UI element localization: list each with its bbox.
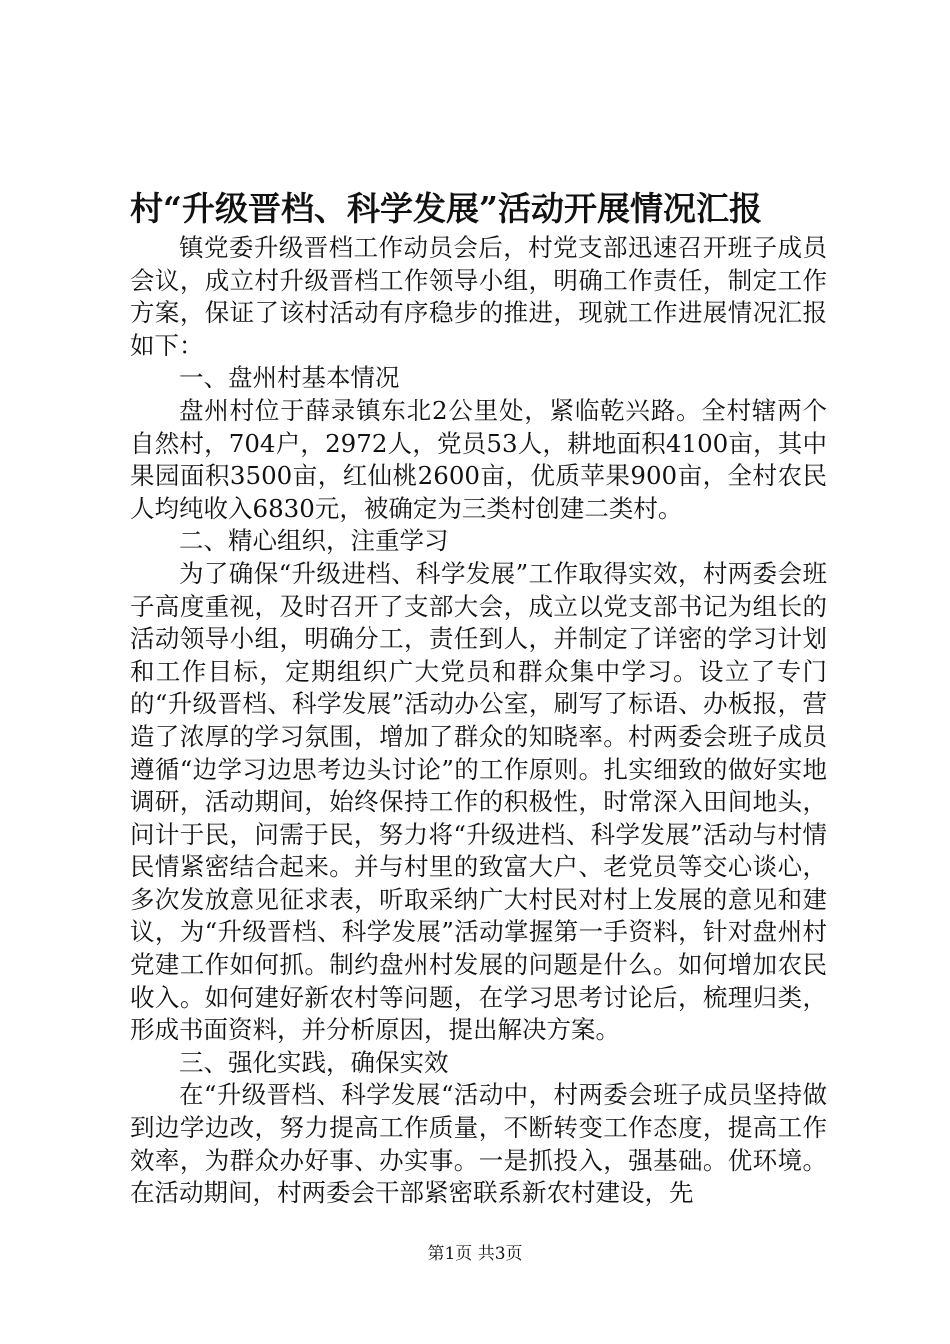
practice-paragraph: 在“升级晋档、科学发展“活动中，村两委会班子成员坚持做到边学边改，努力提高工作质量，不断转变工作态度，提高工作效率，为群众办好事、办实事。一是抓投入，强基础。优环境。在活动期间，村两委会干部紧密联系新农村建设，先: [130, 1080, 827, 1208]
intro-paragraph: 镇党委升级晋档工作动员会后，村党支部迅速召开班子成员会议，成立村升级晋档工作领导小组，明确工作责任，制定工作方案，保证了该村活动有序稳步的推进，现就工作进展情况汇报如下：: [130, 233, 827, 360]
page-footer: 第1页 共3页: [427, 1244, 523, 1264]
organization-paragraph: 为了确保“升级进档、科学发展”工作取得实效，村两委会班子高度重视，及时召开了支部大会，成立以党支部书记为组长的活动领导小组，明确分工，责任到人，并制定了详密的学习计划和工作目标，定期组织广大党员和群众集中学习。设立了专门的“升级晋档、科学发展”活动办公室，刷写了标语、办板报，营造了浓厚的学习氛围，增加了群众的知晓率。村两委会班子成员遵循“边学习边思考边头讨论”的工作原则。扎实细致的做好实地调研，活动期间，始终保持工作的积极性，时常深入田间地头，问计于民，问需于民，努力将“升级进档、科学发展”活动与村情民情紧密结合起来。并与村里的致富大户、老党员等交心谈心，多次发放意见征求表，听取采纳广大村民对村上发展的意见和建议，为“升级晋档、科学发展”活动掌握第一手资料，针对盘州村党建工作如何抓。制约盘州村发展的问题是什么。如何增加农民收入。如何建好新农村等问题，在学习思考讨论后，梳理归类，形成书面资料，并分析原因，提出解决方案。: [130, 558, 827, 1045]
section-heading-organization: 二、精心组织，注重学习: [179, 526, 449, 556]
section-heading-basic-situation: 一、盘州村基本情况: [179, 363, 400, 393]
section-heading-practice: 三、强化实践，确保实效: [179, 1047, 449, 1077]
basic-situation-paragraph: 盘州村位于薛录镇东北2公里处，紧临乾兴路。全村辖两个自然村，704户，2972人，党员53人，耕地面积4100亩，其中果园面积3500亩，红仙桃2600亩，优质苹果900亩，全村农民人均纯收入6830元，被确定为三类村创建二类村。: [130, 395, 827, 523]
document-body: [130, 232, 827, 1210]
document-title: 村“升级晋档、科学发展”活动开展情况汇报: [130, 189, 762, 228]
